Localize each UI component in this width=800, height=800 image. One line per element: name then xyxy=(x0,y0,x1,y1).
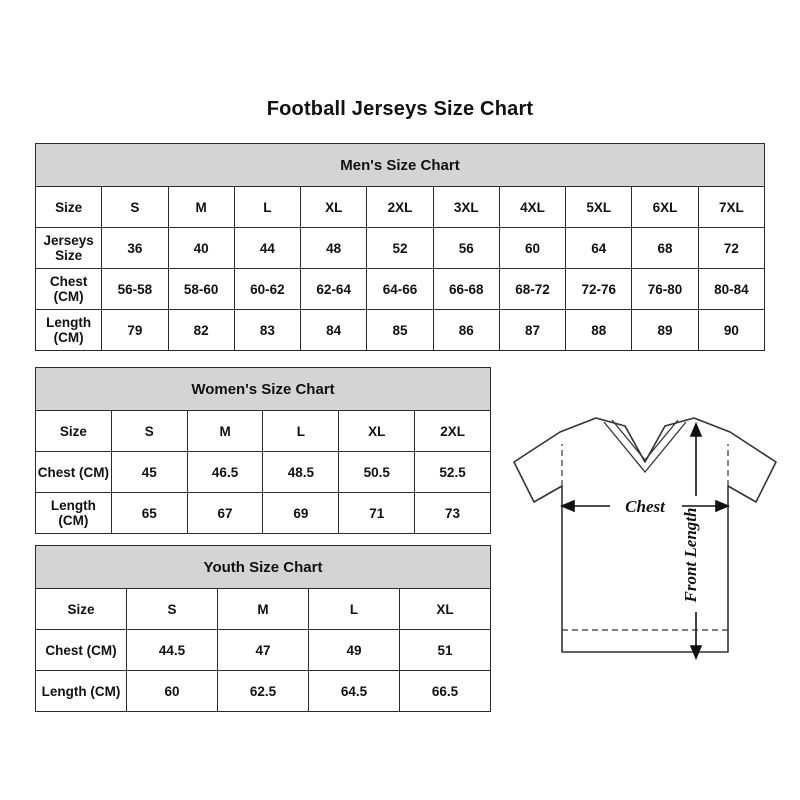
mens-table-heading: Men's Size Chart xyxy=(36,144,765,187)
table-cell: 56-58 xyxy=(102,269,168,310)
row-label: Size xyxy=(36,589,127,630)
youth-table-heading: Youth Size Chart xyxy=(36,546,491,589)
table-cell: 60-62 xyxy=(234,269,300,310)
table-row xyxy=(36,671,491,712)
table-header-row xyxy=(36,144,765,187)
table-cell: 44 xyxy=(234,228,300,269)
womens-size-chart-table xyxy=(35,367,491,534)
table-cell: S xyxy=(111,411,187,452)
table-cell: XL xyxy=(339,411,415,452)
table-cell: 76-80 xyxy=(632,269,698,310)
table-cell: 80-84 xyxy=(698,269,764,310)
table-cell: 85 xyxy=(367,310,433,351)
table-cell: 67 xyxy=(187,493,263,534)
table-cell: 83 xyxy=(234,310,300,351)
table-cell: 84 xyxy=(301,310,367,351)
table-cell: 49 xyxy=(309,630,400,671)
table-cell: 46.5 xyxy=(187,452,263,493)
table-cell: 2XL xyxy=(367,187,433,228)
table-cell: S xyxy=(127,589,218,630)
collar-lines xyxy=(604,420,686,472)
table-cell: M xyxy=(168,187,234,228)
table-cell: 65 xyxy=(111,493,187,534)
table-cell: XL xyxy=(400,589,491,630)
table-cell: 72-76 xyxy=(566,269,632,310)
table-cell: 44.5 xyxy=(127,630,218,671)
table-cell: L xyxy=(263,411,339,452)
table-header-row xyxy=(36,546,491,589)
table-cell: 68 xyxy=(632,228,698,269)
table-row xyxy=(36,228,765,269)
table-cell: L xyxy=(309,589,400,630)
table-cell: L xyxy=(234,187,300,228)
table-cell: 3XL xyxy=(433,187,499,228)
table-row xyxy=(36,589,491,630)
sleeve-seam-lines xyxy=(562,444,728,486)
table-row xyxy=(36,452,491,493)
table-cell: 45 xyxy=(111,452,187,493)
table-cell: 40 xyxy=(168,228,234,269)
row-label: Chest (CM) xyxy=(36,269,102,310)
table-cell: 47 xyxy=(218,630,309,671)
table-row xyxy=(36,310,765,351)
table-cell: 88 xyxy=(566,310,632,351)
table-cell: 66.5 xyxy=(400,671,491,712)
table-row xyxy=(36,630,491,671)
table-cell: M xyxy=(187,411,263,452)
youth-size-chart-table xyxy=(35,545,491,712)
table-cell: XL xyxy=(301,187,367,228)
row-label: Chest (CM) xyxy=(36,452,112,493)
table-cell: 73 xyxy=(415,493,491,534)
row-label: Size xyxy=(36,187,102,228)
table-cell: 56 xyxy=(433,228,499,269)
table-cell: 51 xyxy=(400,630,491,671)
table-cell: 52.5 xyxy=(415,452,491,493)
table-cell: 52 xyxy=(367,228,433,269)
table-cell: 66-68 xyxy=(433,269,499,310)
table-cell: S xyxy=(102,187,168,228)
row-label: Size xyxy=(36,411,112,452)
table-cell: 71 xyxy=(339,493,415,534)
table-cell: 50.5 xyxy=(339,452,415,493)
table-cell: 7XL xyxy=(698,187,764,228)
table-cell: 68-72 xyxy=(499,269,565,310)
chest-label: Chest xyxy=(625,497,665,516)
table-cell: 72 xyxy=(698,228,764,269)
table-cell: 36 xyxy=(102,228,168,269)
table-row xyxy=(36,493,491,534)
table-cell: 82 xyxy=(168,310,234,351)
table-cell: 60 xyxy=(499,228,565,269)
table-header-row xyxy=(36,368,491,411)
table-cell: 6XL xyxy=(632,187,698,228)
table-cell: 48 xyxy=(301,228,367,269)
womens-table-heading: Women's Size Chart xyxy=(36,368,491,411)
page-title: Football Jerseys Size Chart xyxy=(266,98,534,120)
table-cell: 2XL xyxy=(415,411,491,452)
table-cell: 4XL xyxy=(499,187,565,228)
table-cell: 60 xyxy=(127,671,218,712)
table-cell: 62-64 xyxy=(301,269,367,310)
table-cell: 62.5 xyxy=(218,671,309,712)
row-label: Chest (CM) xyxy=(36,630,127,671)
table-cell: 79 xyxy=(102,310,168,351)
table-cell: 48.5 xyxy=(263,452,339,493)
table-cell: 64-66 xyxy=(367,269,433,310)
table-cell: M xyxy=(218,589,309,630)
table-cell: 89 xyxy=(632,310,698,351)
row-label: Length (CM) xyxy=(36,310,102,351)
table-cell: 58-60 xyxy=(168,269,234,310)
table-cell: 90 xyxy=(698,310,764,351)
table-cell: 86 xyxy=(433,310,499,351)
table-row xyxy=(36,269,765,310)
front-length-label: Front Length xyxy=(681,507,700,603)
table-row xyxy=(36,411,491,452)
table-cell: 64.5 xyxy=(309,671,400,712)
jersey-measurement-diagram xyxy=(500,400,790,700)
row-label: Length (CM) xyxy=(36,493,112,534)
table-cell: 64 xyxy=(566,228,632,269)
mens-size-chart-table xyxy=(35,143,765,351)
table-cell: 5XL xyxy=(566,187,632,228)
table-row xyxy=(36,187,765,228)
table-cell: 87 xyxy=(499,310,565,351)
row-label: Jerseys Size xyxy=(36,228,102,269)
jersey-outline-shape xyxy=(514,418,776,652)
table-cell: 69 xyxy=(263,493,339,534)
row-label: Length (CM) xyxy=(36,671,127,712)
